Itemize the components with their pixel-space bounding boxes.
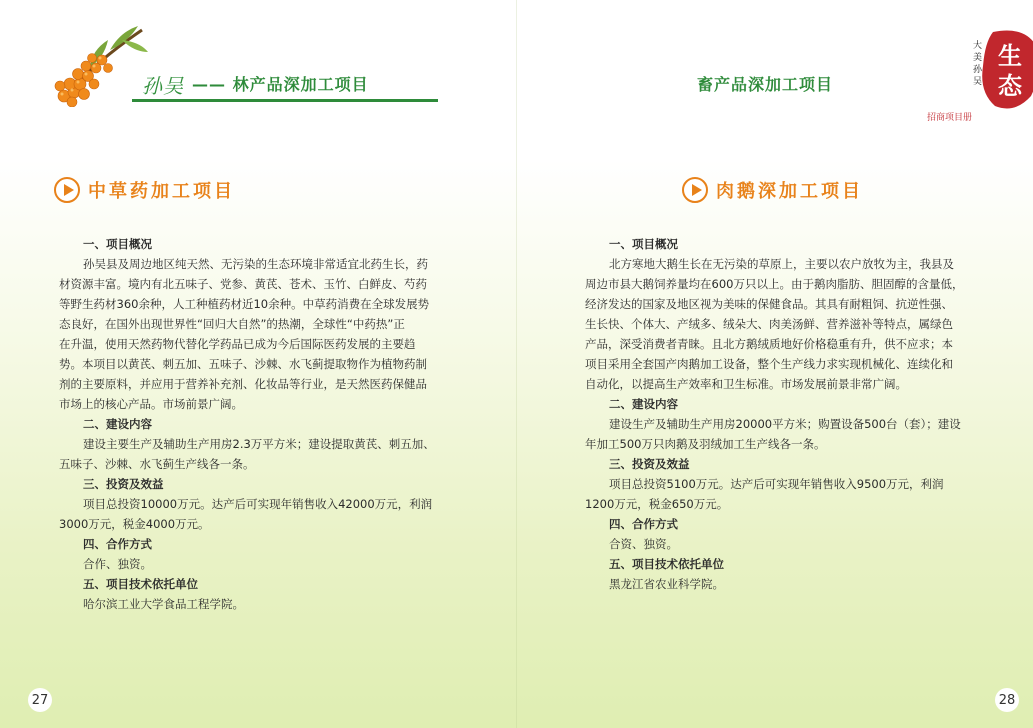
header-title: 畜产品深加工项目 xyxy=(697,75,834,94)
body-text-line: 经济发达的国家及地区视为美味的保健食品。其具有耐粗饲、抗逆性强、 xyxy=(585,297,953,311)
project-description xyxy=(59,234,499,614)
sea-buckthorn-illustration xyxy=(50,22,150,107)
body-text-line: 态良好，在国外出现世界性“回归大自然”的热潮，全球性“中药热”正 xyxy=(59,317,405,331)
body-text-line: 年加工500万只肉鹅及羽绒加工生产线各一条。 xyxy=(585,437,826,451)
body-text-line: 项目采用全套国产肉鹅加工设备，整个生产线力求实现机械化、连续化和 xyxy=(585,357,953,371)
seal-text-bottom: 态 xyxy=(998,72,1022,100)
body-text-line: 材资源丰富。境内有北五味子、党参、黄芪、苍术、玉竹、白鲜皮、芍药 xyxy=(59,277,427,291)
section-subheading: 二、建设内容 xyxy=(609,397,678,411)
section-subheading: 三、投资及效益 xyxy=(609,457,690,471)
play-arrow-icon xyxy=(54,177,80,203)
seal-caption: 招商项目册 xyxy=(927,113,973,123)
header-rule xyxy=(132,99,438,102)
body-text-line: 哈尔滨工业大学食品工程学院。 xyxy=(83,597,244,611)
body-text-line: 建设主要生产及辅助生产用房2.3万平方米；建设提取黄芪、刺五加、 xyxy=(83,437,435,451)
section-subheading: 一、项目概况 xyxy=(83,237,152,251)
page-number: 27 xyxy=(28,688,52,712)
svg-text:美: 美 xyxy=(973,53,983,63)
section-subheading: 五、项目技术依托单位 xyxy=(83,577,198,591)
section-title: 肉鹅深加工项目 xyxy=(716,181,863,202)
body-text-line: 自动化，以提高生产效率和卫生标准。市场发展前景非常广阔。 xyxy=(585,377,907,391)
section-subheading: 二、建设内容 xyxy=(83,417,152,431)
section-title: 中草药加工项目 xyxy=(88,181,235,202)
body-text-line: 1200万元，税金650万元。 xyxy=(585,497,729,511)
body-text-line: 产品，深受消费者青睐。且北方鹅绒质地好价格稳重有升，供不应求；本 xyxy=(585,337,953,351)
body-text-line: 3000万元，税金4000万元。 xyxy=(59,517,210,531)
svg-text:吴: 吴 xyxy=(973,77,983,87)
section-subheading: 四、合作方式 xyxy=(609,517,678,531)
section-subheading: 五、项目技术依托单位 xyxy=(609,557,724,571)
project-description xyxy=(585,234,1015,594)
play-arrow-icon xyxy=(682,177,708,203)
body-text-line: 在升温，使用天然药物代替化学药品已成为今后国际医药发展的主要趋 xyxy=(59,337,416,351)
body-text-line: 项目总投资10000万元。达产后可实现年销售收入42000万元，利润 xyxy=(83,497,433,511)
body-text-line: 剂的主要原料，并应用于营养补充剂、化妆品等行业，是天然医药保健品 xyxy=(59,377,427,391)
body-text-line: 五味子、沙棘、水飞蓟生产线各一条。 xyxy=(59,457,255,471)
section-subheading: 三、投资及效益 xyxy=(83,477,164,491)
body-text-line: 合作、独资。 xyxy=(83,557,152,571)
section-heading xyxy=(54,177,235,203)
body-text-line: 项目总投资5100万元。达产后可实现年销售收入9500万元，利润 xyxy=(609,477,944,491)
body-text-line: 市场上的核心产品。市场前景广阔。 xyxy=(59,397,243,411)
body-text-line: 孙吴县及周边地区纯天然、无污染的生态环境非常适宜北药生长，药 xyxy=(83,257,428,271)
section-subheading: 一、项目概况 xyxy=(609,237,678,251)
handwritten-signature: 孙吴 xyxy=(142,74,184,98)
header-title: —— 林产品深加工项目 xyxy=(192,75,369,94)
eco-seal-logo xyxy=(971,26,1033,116)
svg-text:大: 大 xyxy=(973,41,983,51)
body-text-line: 建设生产及辅助生产用房20000平方米；购置设备500台（套）；建设 xyxy=(609,417,961,431)
body-text-line: 黑龙江省农业科学院。 xyxy=(609,577,724,591)
right-page xyxy=(517,0,1033,728)
body-text-line: 等野生药材360余种，人工种植药材近10余种。中草药消费在全球发展势 xyxy=(59,297,430,311)
section-subheading: 四、合作方式 xyxy=(83,537,152,551)
body-text-line: 北方寒地大鹅生长在无污染的草原上，主要以农户放牧为主，我县及 xyxy=(609,257,954,271)
left-page xyxy=(0,0,516,728)
body-text-line: 周边市县大鹅饲养量均在600万只以上。由于鹅肉脂肪、胆固醇的含量低， xyxy=(585,277,964,291)
seal-text-top: 生 xyxy=(998,42,1022,70)
svg-text:孙: 孙 xyxy=(973,65,983,75)
body-text-line: 合资、独资。 xyxy=(609,537,678,551)
page-number: 28 xyxy=(995,688,1019,712)
section-heading xyxy=(682,177,863,203)
body-text-line: 生长快、个体大、产绒多、绒朵大、肉美汤鲜、营养滋补等特点，属绿色 xyxy=(585,317,953,331)
body-text-line: 势。本项目以黄芪、刺五加、五味子、沙棘、水飞蓟提取物作为植物药制 xyxy=(59,357,427,371)
